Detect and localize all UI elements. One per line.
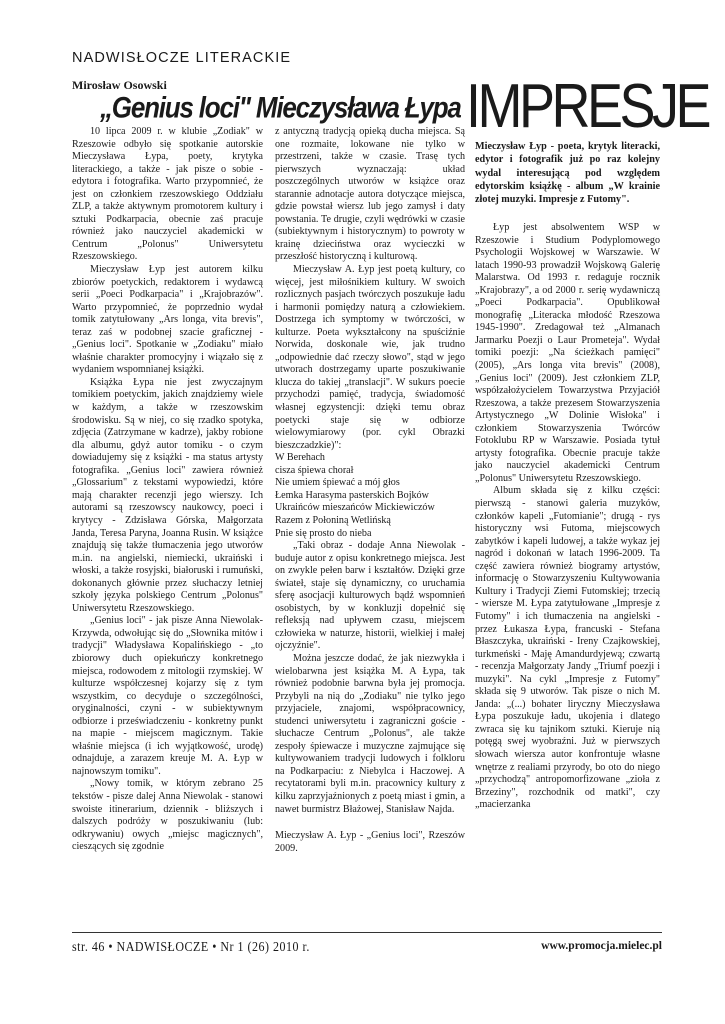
paragraph: „Genius loci" - jak pisze Anna Niewolak-Krzywda, odwołując się do „Słownika mitów i tradycji" Władysława Kopalińskiego - „to zbiorowy duch opiekuńczy konkretnego miejsca, rodowodem z mitologii rzymskiej. W kulturze współczesnej kojarzy się z tym wszystkim, co decyduje o szczególności, oryginalności, czyni - w subiektywnym odbiorze i przeświadczeniu - konkretny punkt na mapie - miejscem magicznym. Takie właśnie miejsca (i ich wyjątkowość, urodę) odnajduje, a zarazem kreuje M. A. Łyp w najnowszym tomiku". <box>72 615 263 777</box>
paragraph: z antyczną tradycją opieką ducha miejsca. Są one rozmaite, lokowane nie tylko w przestrzeni, także w czasie. Trasę tych pierwszych wyznaczają: układ poszczególnych utworów w książce oraz starannie adnotacje autora dotyczące miejsca, gdzie powstał wiersz lub jego zamysł i daty powstania. Te drugie, czyli wędrówki w czasie (subiektywnym i historycznym) to powroty w krainę dzieciństwa oraz wycieczki w przeszłość historyczną i kulturową. <box>275 126 465 263</box>
page-footer-info: str. 46 • NADWISŁOCZE • Nr 1 (26) 2010 r. <box>72 939 310 955</box>
impresje-lead: Mieczysław Łyp - poeta, krytyk literacki, edytor i fotografik już po raz kolejny wydal interesującą pod względem edytorskim książkę - album „W krainie złotej muzyki. Impresje z Futomy". <box>475 141 660 206</box>
paragraph: „Taki obraz - dodaje Anna Niewolak - buduje autor z opisu konkretnego miejsca. Jest on zwykle pełen barw i kształtów. Dzięki grze świateł, staje się dynamiczny, co uruchamia sferę asocjacji kulturowych bądź wspomnień osobistych, by w konkluzji dopełnić się refleksją nad upływem czasu, miejscem człowieka w naturze, historii, wielkiej i małej ojczyźnie". <box>275 540 465 652</box>
paragraph: Książka Łypa nie jest zwyczajnym tomikiem poetyckim, jakich znajdziemy wiele w każdym, a także w rzeszowskim środowisku. Są w niej, co się rzadko spotyka, zdjęcia (Zatrzymane w kadrze), jakby robione dla albumu, gdyż autor tomiku - o czym dowiadujemy się z książki - ma status artysty fotografika. „Genius loci" zawiera również „Glossarium" z tekstami wypowiedzi, które mają charakter recenzji jego wierszy. Ich autorami są rzeszowscy naukowcy, poeci i krytycy - Zdzisława Górska, Małgorzata Janda, Teresa Paryna, Joanna Rusin. W książce znajdują się także tłumaczenia jego utworów m.in. na angielski, niemiecki, ukraiński i włoski, a także rosyjski, białoruski i rumuński, dokonanych głównie przez słuchaczy letniej szkoły języka polskiego Centrum „Polonus" Uniwersytetu Rzeszowskiego. <box>72 376 263 614</box>
footer-website-link[interactable]: www.promocja.mielec.pl <box>541 940 662 952</box>
poem-line: Razem z Połoniną Wetlińską <box>275 514 391 526</box>
poem-line: Łemka Harasyma pasterskich Bojków <box>275 489 429 501</box>
article-column-2 <box>275 126 465 855</box>
paragraph: 10 lipca 2009 r. w klubie „Zodiak" w Rzeszowie odbyło się spotkanie autorskie Mieczysława Łypa, poety, krytyka literackiego, a także - jak pisze o sobie - edytora i fotografika. Warto przypomnieć, że jest on członkiem rzeszowskiego Oddziału ZLP, a także aktywnym promotorem kultury i sztuki Podkarpacia, obecnie zaś pracuje również jako nauczyciel akademicki w Centrum „Polonus" Uniwersytetu Rzeszowskiego. <box>72 126 263 263</box>
paragraph: Można jeszcze dodać, że jak niezwykła i wielobarwna jest książka M. A Łypa, tak również podobnie barwna była jej promocja. Przybyli na nią do „Zodiaku" nie tylko jego przyjaciele, znajomi, współpracownicy, studenci uniwersytetu i zagraniczni goście - słuchacze Centrum „Polonus", ale także zespoły śpiewacze i muzyczne zajmujące się kultywowaniem tradycji ludowych i folkloru na Podkarpaciu: z Niebylca i Haczowej. A recytatorami byli m.in. pracownicy kultury z kilku zaprzyjaźnionych z poetą miast i gmin, a nawet burmistrz Błażowej, Stanisław Najda. <box>275 652 465 815</box>
article-signature: Mieczysław A. Łyp - „Genius loci", Rzeszów 2009. <box>275 830 465 854</box>
section-header: NADWISŁOCZE LITERACKIE <box>72 50 292 66</box>
footer-divider <box>72 932 662 933</box>
poem-line: W Berehach <box>275 452 325 464</box>
article-author: Mirosław Osowski <box>72 78 167 92</box>
article-title: „Genius loci" Mieczysława Łypa <box>100 90 461 125</box>
paragraph: „Nowy tomik, w którym zebrano 25 tekstów - pisze dalej Anna Niewolak - stanowi swoiste itinerarium, dziennik - bliższych i dalszych podróży w poszukiwaniu (lub: odkrywaniu) owych „miejsc magicznych", cieszących się zgodnie <box>72 778 263 853</box>
poem-excerpt <box>275 452 465 540</box>
paragraph: Mieczysław Łyp jest autorem kilku zbiorów poetyckich, redaktorem i wydawcą serii „Poeci Podkarpacia" i „Krajobrazów". Warto przypomnieć, że poprzednio wydał tomik zatytułowany „Ars longa, vita brevis", teraz zaś w podobnej szacie graficznej - „Genius loci". Spotkanie w „Zodiaku" miało właśnie charakter promocyjny i wiązało się z wydaniem wspomnianej książki. <box>72 264 263 376</box>
paragraph: Album składa się z kilku części: pierwszą - stanowi galeria muzyków, członków kapeli „Futomianie"; drugą - rys historyczny wsi Futoma, miejscowych zabytków i kapeli ludowej, a także wykaz jej nagród i dokonań w latach 1996-2009. Ta część zawiera również biogramy artystów, informację o Stowarzyszeniu Kultywowania Kultury i Tradycji Ziemi Futomskiej; trzecią - wiersze M. Łypa zatytułowane „Impresje z Futomy" i ich tłumaczenia na angielski - przez Łukasza Łypa, francuski - Stefana Błaszczyka, ukraiński - Ireny Czajkowskiej, turkmeński - Maję Amandurdyjewą; czwartą - recenzja Małgorzaty Jandy „Triumf poezji i muzyki". Na cykl „Impresje z Futomy" składa się 9 utworów. Tak pisze o nich M. Janda: „(...) bohater liryczny Mieczysława Łypa poszukuje ładu, ukojenia i dlatego zwraca się ku tajnikom sztuki. Kieruje nią potęgą swej wyobraźni. Już w pierwszych słowach wiersza autor konfrontuje własne wnętrze z realiami przyrody, bo oto do niego „przychodzą" antropomorfizowane „zioła z Brzeziny", rozchodnik od matki", czy „macierzanka <box>475 485 660 811</box>
poem-line: cisza śpiewa chorał <box>275 464 354 476</box>
impresje-title: IMPRESJE <box>466 71 709 141</box>
article-column-1 <box>72 126 263 854</box>
impresje-column <box>475 222 660 812</box>
poem-line: Ukraińców mieszańców Mickiewiczów <box>275 502 435 514</box>
paragraph: Łyp jest absolwentem WSP w Rzeszowie i Studium Podyplomowego Psychologii Wojskowej w Warszawie. W latach 1990-93 prowadził Wojskową Galerię Malarstwa. Od 1993 r. redaguje rocznik „Krajobrazy", a od 2000 r. serię wydawniczą „Poeci Podkarpacia". Opublikował monografię „Literacka młodość Rzeszowa 1945-1990". Zredagował też „Almanach Jarmarku Poezji o Laur Prometeja". Wydał tomiki poezji: „Na ścieżkach pamięci" (2005), „Ars longa vita brevis" (2008), „Genius loci" (2009). Jest członkiem ZLP, współzałożycielem Towarzystwa Przyjaciół Rzeszowa, a także prezesem Stowarzyszenia Artystycznego „W Dolinie Wisłoka" i członkiem Stowarzyszenia Twórców Fotoklubu RP w Warszawie. Posiada tytuł artysty fotografika. Obecnie pracuje także jako nauczyciel akademicki Centrum „Polonus" Uniwersytetu Rzeszowskiego. <box>475 222 660 484</box>
paragraph: Mieczysław A. Łyp jest poetą kultury, co więcej, jest miłośnikiem kultury. W swoich rozlicznych pasjach twórczych poszukuje ładu i harmonii pomiędzy naturą a człowiekiem. Dostrzega ich symptomy w twórczości, w kulturze. Poeta wykształcony na spuściźnie Norwida, doskonale wie, jak trudno „odpowiednie dać rzeczy słowo", stąd w jego utworach dostrzegamy uparte poszukiwanie klucza do takiej „translacji". W sukurs poecie przychodzi pamięć, tradycja, świadomość własnej egzystencji: dzięki temu obraz poetycki staje się w odbiorze wielowymiarowy (por. cykl Obrazki bieszczadzkie)": <box>275 264 465 451</box>
poem-line: Pnie się prosto do nieba <box>275 527 372 539</box>
poem-line: Nie umiem śpiewać a mój głos <box>275 477 400 489</box>
